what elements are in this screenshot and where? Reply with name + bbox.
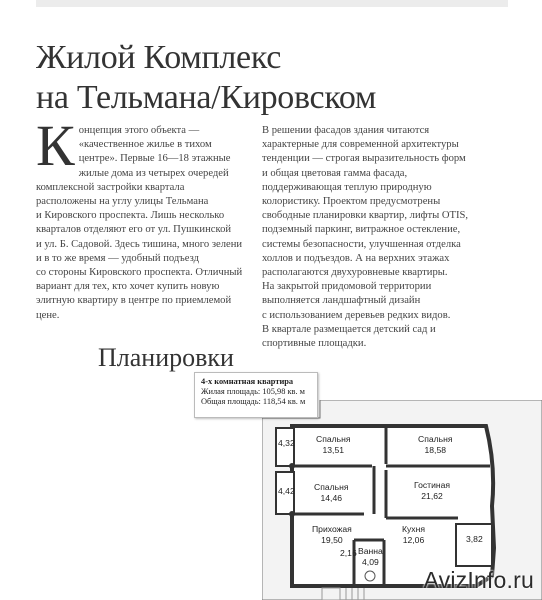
- total-area: Общая площадь: 118,54 кв. м: [201, 397, 306, 406]
- room-living: [414, 480, 450, 502]
- drop-cap: К: [36, 113, 75, 178]
- text-line: онцепция этого объекта —: [78, 125, 200, 136]
- room-name: Кухня: [402, 524, 425, 534]
- text-line: кварталов отделяют его от ул. Пушкинской: [36, 224, 232, 236]
- article-title: [36, 38, 506, 118]
- closet-area: 2,16: [340, 548, 357, 558]
- right-text-column: [262, 124, 474, 351]
- text-line: центре». Первые 16—18 этажные: [78, 153, 231, 165]
- text-line: холлов и подъездов. А на верхних этажах: [262, 252, 450, 264]
- text-line: «качественное жилье в тихом: [78, 139, 212, 151]
- room-name: Гостиная: [414, 480, 451, 490]
- room-area: 21,62: [421, 491, 443, 501]
- text-line: и общая цветовая гамма фасада,: [262, 167, 408, 179]
- text-line: поддерживающая теплую природную: [262, 181, 432, 193]
- left-text-column: [36, 113, 244, 323]
- column: [289, 463, 295, 469]
- watermark: AvizInfo.ru: [423, 567, 534, 593]
- room-name: Ванна: [358, 546, 383, 556]
- room-area: 19,50: [321, 535, 343, 545]
- text-line: вариант для тех, кто хочет купить новую: [36, 281, 220, 293]
- room-name: Спальня: [418, 434, 453, 444]
- text-line: спортивные площадки.: [262, 338, 367, 350]
- balcony-area-2: 4,42: [278, 486, 295, 496]
- text-line: и в то же время — удобный подъезд: [36, 252, 199, 264]
- balcony-right: [456, 524, 492, 566]
- text-line: расположены на углу улицы Тельмана: [36, 196, 209, 208]
- room-bedroom-1: [316, 434, 351, 456]
- text-line: выполняется ландшафтный дизайн: [262, 295, 421, 307]
- text-line: системы безопасности, улучшенная отделка: [262, 238, 461, 250]
- room-bath: [358, 546, 383, 568]
- balcony-area-1: 4,32: [278, 438, 295, 448]
- room-area: 12,06: [402, 535, 425, 545]
- text-line: свободные планировки квартир, лифты OTIS,: [262, 210, 469, 222]
- balcony-area-3: 3,82: [466, 534, 483, 544]
- plans-section-title: Планировки: [98, 343, 234, 372]
- text-line: располагаются двухуровневые квартиры.: [262, 267, 448, 279]
- room-name: Спальня: [316, 434, 351, 444]
- text-line: тенденции — строгая выразительность форм: [262, 153, 466, 165]
- room-area: 18,58: [424, 445, 447, 455]
- room-kitchen: [402, 524, 425, 546]
- text-line: элитную квартиру в центре по приемлемой: [36, 295, 232, 307]
- text-line: На закрытой придомовой территории: [262, 281, 432, 293]
- room-area: 4,09: [362, 557, 379, 567]
- text-line: подземный паркинг, витражное остекление,: [262, 224, 461, 236]
- top-gray-band: [36, 0, 508, 7]
- text-line: с использованием деревьев редких видов.: [262, 309, 451, 321]
- room-name: Спальня: [314, 482, 349, 492]
- title-line-1: Жилой Комплекс: [36, 39, 281, 76]
- text-line: комплексной застройки квартала: [36, 181, 185, 193]
- text-line: В квартале размещается детский сад и: [262, 323, 436, 335]
- room-bedroom-2: [418, 434, 453, 456]
- text-line: и Кировского проспекта. Лишь несколько: [36, 210, 225, 222]
- text-line: и ул. Б. Садовой. Здесь тишина, много зелени: [36, 238, 243, 250]
- column: [289, 511, 295, 517]
- text-line: характерные для современной архитектуры: [262, 139, 459, 151]
- room-bedroom-3: [314, 482, 349, 504]
- apartment-type: 4-х комнатная квартира: [201, 377, 294, 386]
- living-area: Жилая площадь: 105,98 кв. м: [201, 387, 305, 396]
- text-line: цене.: [36, 309, 60, 321]
- apartment-info-callout: [194, 372, 318, 418]
- room-area: 13,51: [322, 445, 345, 455]
- room-name: Прихожая: [312, 524, 352, 534]
- text-line: В решении фасадов здания читаются: [262, 125, 430, 136]
- text-line: жилые дома из четырех очередей: [78, 167, 229, 179]
- facade-paragraph: [262, 124, 474, 323]
- text-line: со стороны Кировского проспекта. Отличный: [36, 267, 243, 279]
- room-hallway: [312, 524, 352, 546]
- playground-paragraph: [262, 323, 474, 351]
- text-line: колористику. Проектом предусмотрены: [262, 196, 441, 208]
- room-area: 14,46: [320, 493, 343, 503]
- title-line-2: на Тельмана/Кировском: [36, 79, 377, 116]
